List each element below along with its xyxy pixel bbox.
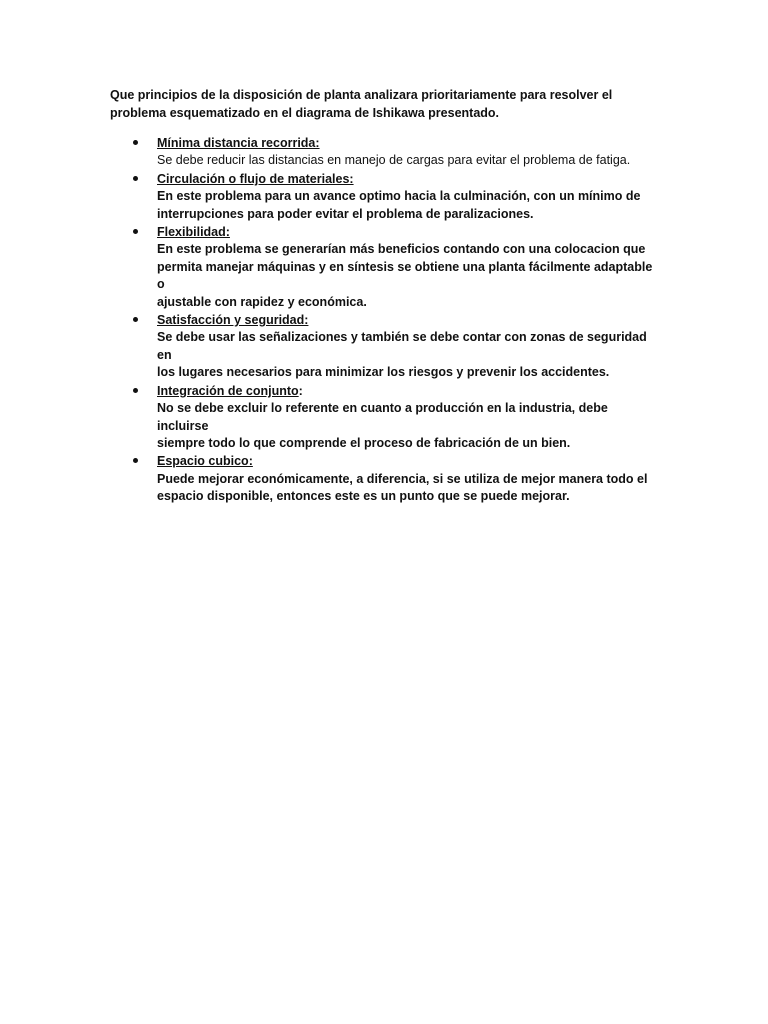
- item-description: [157, 471, 660, 506]
- item-title-suffix: :: [298, 383, 303, 398]
- bullet-icon: [133, 229, 138, 234]
- bullet-icon: [133, 176, 138, 181]
- item-description: [157, 152, 660, 169]
- item-title: Satisfacción y seguridad:: [157, 313, 309, 328]
- item-title: Integración de conjunto: [157, 383, 299, 398]
- document-page: [110, 86, 660, 506]
- item-title: Espacio cubico:: [157, 454, 253, 469]
- item-description: [157, 400, 660, 452]
- item-title: Mínima distancia recorrida:: [157, 136, 320, 150]
- list-item: [110, 311, 660, 382]
- description-line: ajustable con rapidez y económica.: [157, 294, 367, 309]
- description-line: espacio disponible, entonces este es un punto que se puede mejorar.: [157, 489, 570, 504]
- question-text: [110, 86, 660, 122]
- item-title: Circulación o flujo de materiales:: [157, 171, 354, 186]
- question-line: Que principios de la disposición de planta analizara prioritariamente para resolver el: [110, 88, 613, 102]
- description-line: interrupciones para poder evitar el problema de paralizaciones.: [157, 206, 534, 221]
- list-item: [110, 452, 660, 505]
- description-line: permita manejar máquinas y en síntesis se obtiene una planta fácilmente adaptable o: [157, 259, 653, 292]
- item-description: [157, 329, 660, 381]
- item-description: [157, 241, 660, 311]
- bullet-icon: [133, 140, 138, 145]
- description-line: Se debe reducir las distancias en manejo de cargas para evitar el problema de fatiga.: [157, 153, 631, 168]
- description-line: Se debe usar las señalizaciones y también se debe contar con zonas de seguridad en: [157, 330, 647, 362]
- description-line: los lugares necesarios para minimizar los riesgos y prevenir los accidentes.: [157, 365, 610, 380]
- description-line: En este problema para un avance optimo hacia la culminación, con un mínimo de: [157, 189, 641, 204]
- description-line: No se debe excluir lo referente en cuanto a producción en la industria, debe incluirse: [157, 401, 608, 433]
- list-item: [110, 134, 660, 170]
- list-item: [110, 170, 660, 223]
- bullet-icon: [133, 388, 138, 393]
- description-line: Puede mejorar económicamente, a diferencia, si se utiliza de mejor manera todo el: [157, 471, 648, 486]
- bullet-icon: [133, 317, 138, 322]
- list-item: [110, 223, 660, 311]
- item-description: [157, 188, 660, 223]
- principles-list: [110, 134, 660, 506]
- list-item: [110, 382, 660, 453]
- question-line: problema esquematizado en el diagrama de Ishikawa presentado.: [110, 106, 500, 120]
- item-title: Flexibilidad:: [157, 225, 230, 240]
- bullet-icon: [133, 458, 138, 463]
- description-line: En este problema se generarían más beneficios contando con una colocacion que: [157, 242, 646, 257]
- description-line: siempre todo lo que comprende el proceso de fabricación de un bien.: [157, 435, 571, 450]
